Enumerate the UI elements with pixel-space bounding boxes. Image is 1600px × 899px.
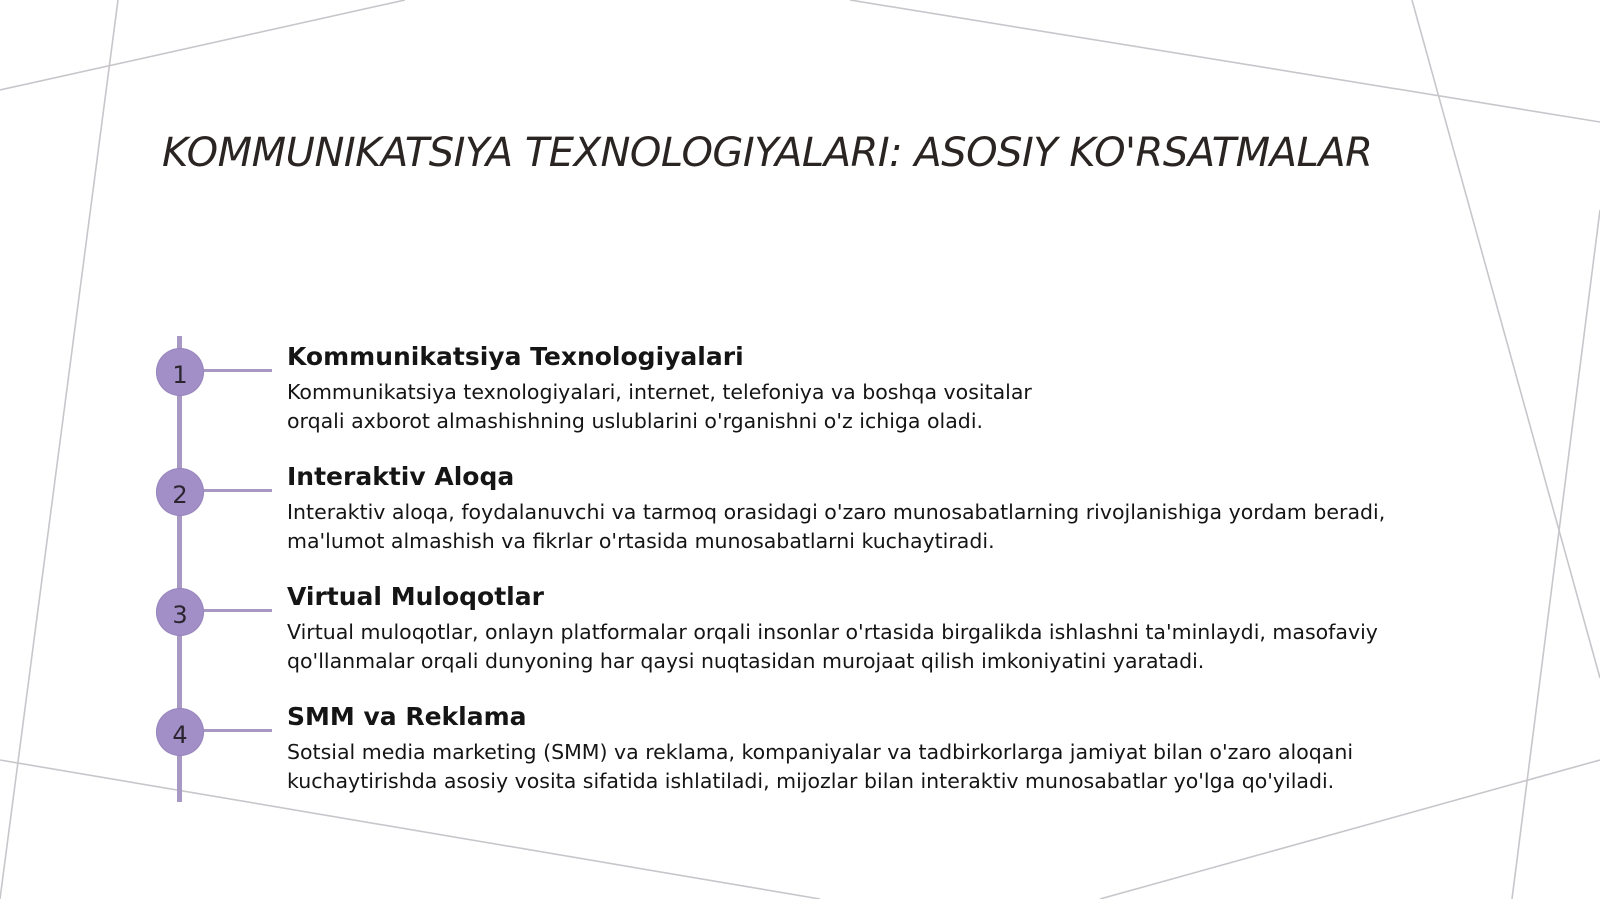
step-description: Kommunikatsiya texnologiyalari, internet, telefoniya va boshqa vositalar orqali axborot almashishning uslublarini o'rganishni o'z ichiga oladi. xyxy=(287,380,1032,433)
step-connector xyxy=(200,489,272,492)
step-connector xyxy=(200,729,272,732)
step-number-badge: 2 xyxy=(156,468,204,516)
step-number-badge: 1 xyxy=(156,348,204,396)
step-number-badge: 3 xyxy=(156,588,204,636)
slide-title: KOMMUNIKATSIYA TEXNOLOGIYALARI: ASOSIY KO'RSATMALAR xyxy=(162,130,1373,176)
step-description: Sotsial media marketing (SMM) va reklama, kompaniyalar va tadbirkorlarga jamiyat bilan o'zaro aloqani kuchaytirishda asosiy vosita sifatida ishlatiladi, mijozlar bilan interaktiv munosabatlar yo'lga qo'yiladi. xyxy=(287,740,1354,793)
step-connector xyxy=(200,369,272,372)
step-number-badge: 4 xyxy=(156,708,204,756)
step-heading: Kommunikatsiya Texnologiyalari xyxy=(287,342,744,371)
step-heading: SMM va Reklama xyxy=(287,702,527,731)
step-heading: Interaktiv Aloqa xyxy=(287,462,515,491)
step-heading: Virtual Muloqotlar xyxy=(287,582,544,611)
step-description: Interaktiv aloqa, foydalanuvchi va tarmoq orasidagi o'zaro munosabatlarning rivojlanishiga yordam beradi, ma'lumot almashish va fikrlar o'rtasida munosabatlarni kuchaytiradi. xyxy=(287,500,1386,553)
step-connector xyxy=(200,609,272,612)
step-description: Virtual muloqotlar, onlayn platformalar orqali insonlar o'rtasida birgalikda ishlashni ta'minlaydi, masofaviy qo'llanmalar orqali dunyoning har qaysi nuqtasidan murojaat qilish imkoniyatini yaratadi. xyxy=(287,620,1378,673)
